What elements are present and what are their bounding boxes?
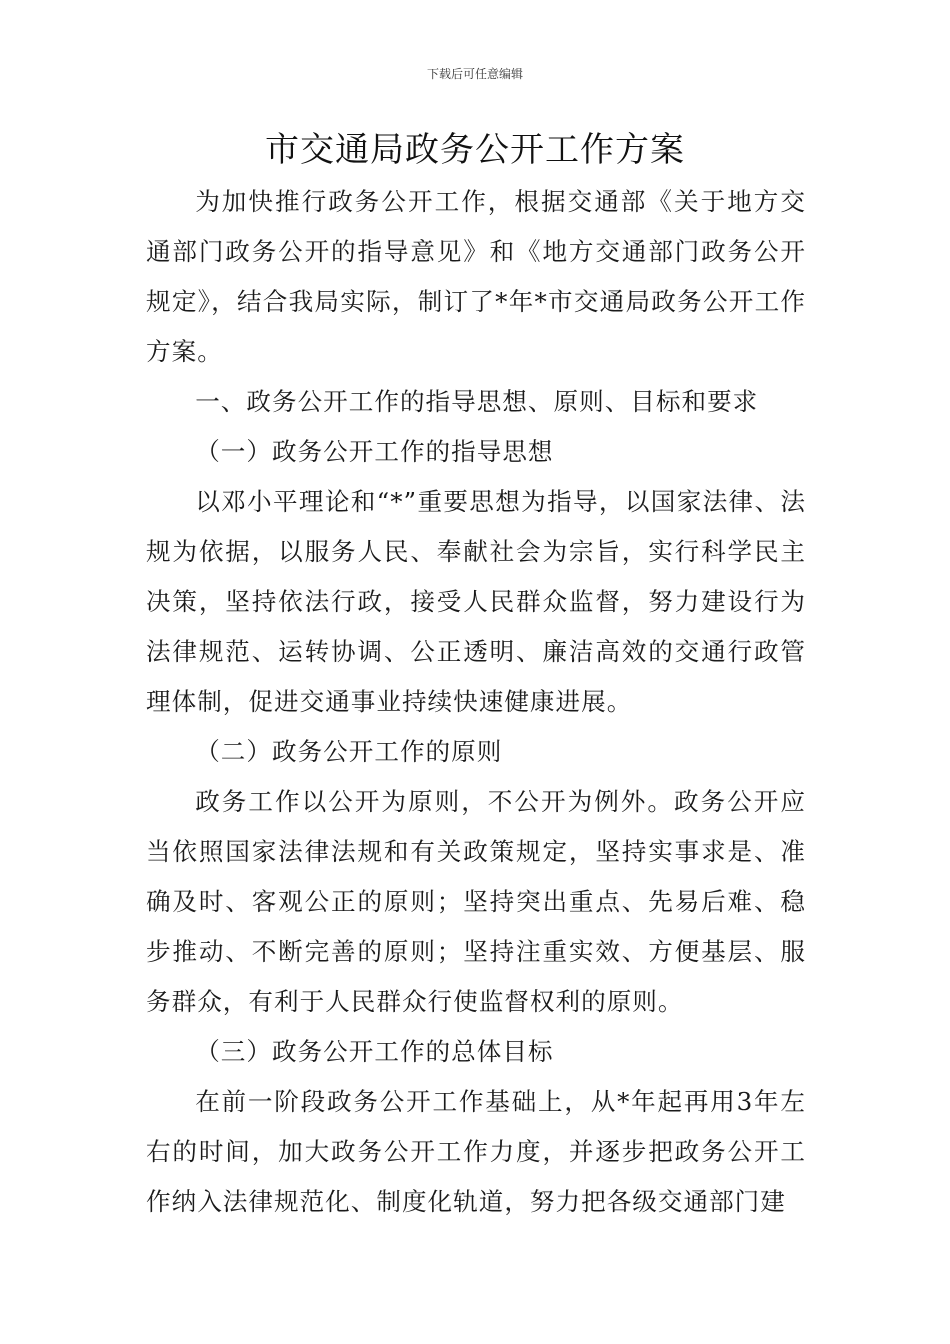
header-note: 下载后可任意编辑: [426, 67, 523, 81]
paragraph-guiding-ideology: 以邓小平理论和“*”重要思想为指导，以国家法律、法规为依据，以服务人民、奉献社会为宗旨，实行科学民主决策，坚持依法行政，接受人民群众监督，努力建设行为法律规范、运转协调、公正透明、廉洁高效的交通行政管理体制，促进交通事业持续快速健康进展。: [146, 487, 806, 716]
subsection-heading-principles: （二）政务公开工作的原则: [195, 737, 503, 766]
document-body: [146, 177, 806, 1227]
subsection-heading-guiding-ideology: （一）政务公开工作的指导思想: [195, 437, 554, 466]
document-title: 市交通局政务公开工作方案: [265, 130, 685, 170]
paragraph-intro: 为加快推行政务公开工作，根据交通部《关于地方交通部门政务公开的指导意见》和《地方交通部门政务公开规定》，结合我局实际，制订了*年*市交通局政务公开工作方案。: [146, 187, 806, 366]
section-heading-1: 一、政务公开工作的指导思想、原则、目标和要求: [195, 387, 759, 416]
paragraph-principles: 政务工作以公开为原则，不公开为例外。政务公开应当依照国家法律法规和有关政策规定，坚持实事求是、准确及时、客观公正的原则；坚持突出重点、先易后难、稳步推动、不断完善的原则；坚持注重实效、方便基层、服务群众，有利于人民群众行使监督权利的原则。: [146, 787, 806, 1016]
subsection-heading-overall-goal: （三）政务公开工作的总体目标: [195, 1037, 554, 1066]
paragraph-overall-goal: 在前一阶段政务公开工作基础上，从*年起再用3年左右的时间，加大政务公开工作力度，并逐步把政务公开工作纳入法律规范化、制度化轨道，努力把各级交通部门建: [146, 1087, 806, 1216]
